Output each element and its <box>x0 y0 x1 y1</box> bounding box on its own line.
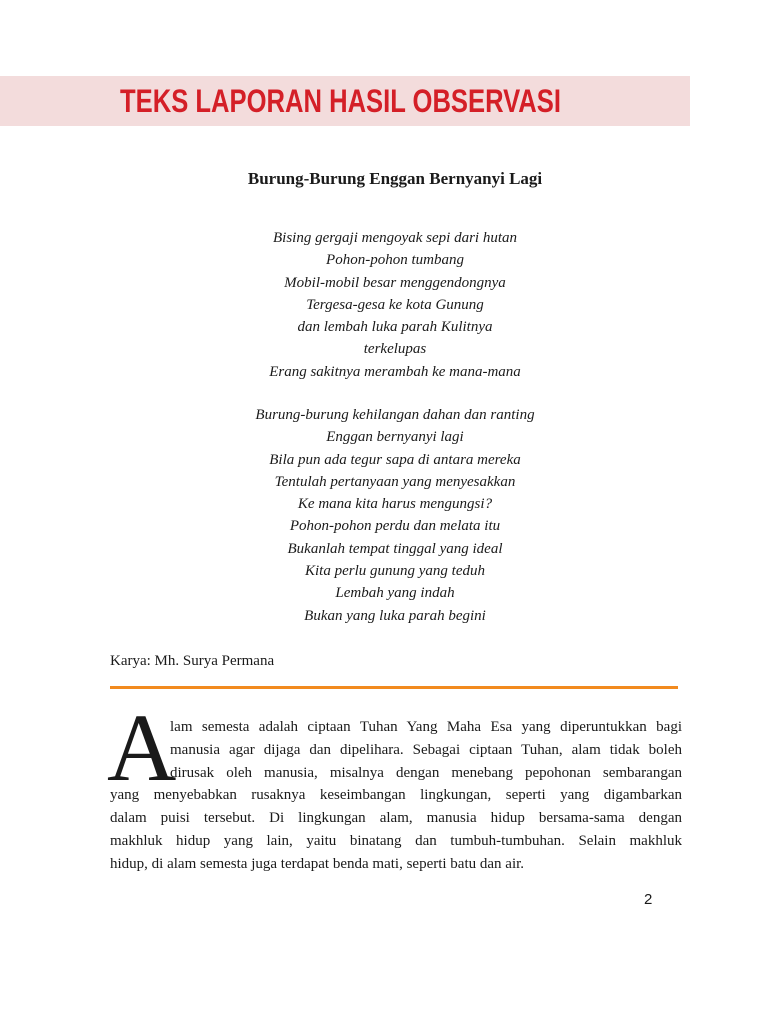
poem-line: Erang sakitnya merambah ke mana-mana <box>269 363 521 380</box>
poem-line: terkelupas <box>363 341 427 358</box>
page-number: 2 <box>644 891 653 908</box>
poem-line: Mobil-mobil besar menggendongnya <box>284 274 506 291</box>
poem-line: Pohon-pohon tumbang <box>326 252 464 269</box>
poem-line: Bukan yang luka parah begini <box>304 607 486 624</box>
poem-line: Pohon-pohon perdu dan melata itu <box>289 518 501 535</box>
paragraph-line: makhluk hidup yang lain, yaitu binatang dan tumbuh-tumbuhan. Selain makhluk <box>110 832 682 849</box>
section-divider <box>110 686 678 689</box>
poem-line: Bukanlah tempat tinggal yang ideal <box>287 540 503 557</box>
page-title: TEKS LAPORAN HASIL OBSERVASI <box>120 83 561 119</box>
poem-author: Karya: Mh. Surya Permana <box>110 653 275 669</box>
poem-line: Enggan bernyanyi lagi <box>326 429 464 446</box>
poem-line: Kita perlu gunung yang teduh <box>305 563 485 580</box>
poem-title: Burung-Burung Enggan Bernyanyi Lagi <box>247 169 543 188</box>
poem-line: dan lembah luka parah Kulitnya <box>297 319 493 336</box>
paragraph-line: dirusak oleh manusia, misalnya dengan menebang pepohonan sembarangan <box>170 764 682 781</box>
paragraph-line: hidup, di alam semesta juga terdapat benda mati, seperti batu dan air. <box>110 855 525 872</box>
poem-line: Tentulah pertanyaan yang menyesakkan <box>274 473 516 490</box>
poem-line: Bila pun ada tegur sapa di antara mereka <box>269 451 521 468</box>
poem-stanza-1 <box>0 227 768 383</box>
poem-line: Bising gergaji mengoyak sepi dari hutan <box>273 230 517 246</box>
poem-line: Tergesa-gesa ke kota Gunung <box>306 296 484 313</box>
paragraph-line: dalam puisi tersebut. Di lingkungan alam, manusia hidup bersama-sama dengan <box>110 810 682 827</box>
poem-stanza-2 <box>0 404 768 627</box>
poem-line: Ke mana kita harus mengungsi? <box>297 496 493 513</box>
paragraph-line: yang menyebabkan rusaknya keseimbangan lingkungan, seperti yang digambarkan <box>110 787 682 804</box>
paragraph-line: manusia agar dijaga dan dipelihara. Sebagai ciptaan Tuhan, alam tidak boleh <box>170 741 682 758</box>
poem-line: Burung-burung kehilangan dahan dan ranting <box>255 407 535 423</box>
body-paragraph <box>110 716 682 876</box>
drop-cap: A <box>107 694 177 801</box>
paragraph-line: lam semesta adalah ciptaan Tuhan Yang Maha Esa yang diperuntukkan bagi <box>170 719 682 735</box>
poem-line: Lembah yang indah <box>335 585 455 602</box>
